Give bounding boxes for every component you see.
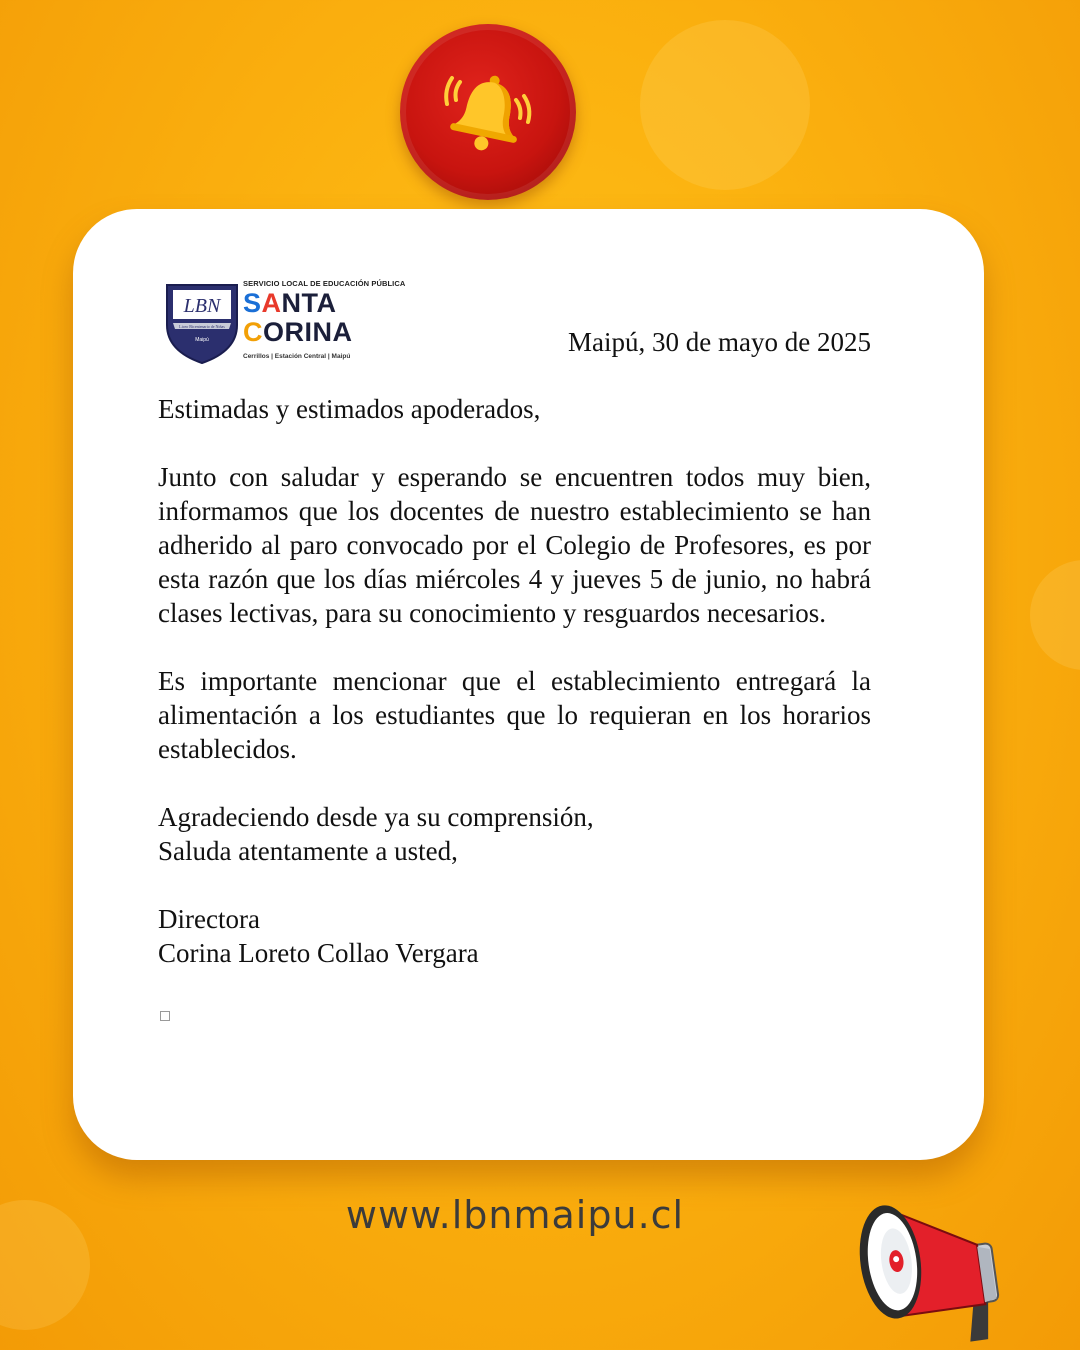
svg-text:Maipú: Maipú bbox=[195, 337, 209, 343]
placeholder-box bbox=[160, 1011, 170, 1021]
logo-subtitle: Cerrillos | Estación Central | Maipú bbox=[243, 353, 351, 360]
signer-name: Corina Loreto Collao Vergara bbox=[158, 938, 479, 968]
letter-date: Maipú, 30 de mayo de 2025 bbox=[568, 327, 871, 357]
logo-line-1: SANTA bbox=[243, 288, 337, 318]
svg-text:Liceo Bicentenario de Niñas: Liceo Bicentenario de Niñas bbox=[179, 324, 225, 329]
letter-closing-1: Agradeciendo desde ya su comprensión, bbox=[158, 802, 594, 832]
svg-text:LBN: LBN bbox=[183, 295, 221, 317]
website-url[interactable]: www.lbnmaipu.cl bbox=[345, 1193, 685, 1237]
letter-paragraph-2: Es importante mencionar que el establecimiento entregará la alimentación a los estudiantes que lo requieran en los horarios establecidos. bbox=[158, 666, 871, 764]
logo-line-2: CORINA bbox=[243, 317, 353, 347]
letter-greeting: Estimadas y estimados apoderados, bbox=[158, 394, 541, 424]
bokeh-light bbox=[1030, 560, 1080, 670]
letter-closing-2: Saluda atentamente a usted, bbox=[158, 836, 458, 866]
megaphone-icon bbox=[850, 1160, 1025, 1350]
logo-supertitle: SERVICIO LOCAL DE EDUCACIÓN PÚBLICA bbox=[243, 279, 406, 288]
letter-body bbox=[158, 392, 871, 970]
notification-badge bbox=[400, 24, 576, 200]
letter-paragraph-1: Junto con saludar y esperando se encuentren todos muy bien, informamos que los docentes de nuestro establecimiento se han adherido al paro convocado por el Colegio de Profesores, es por esta razón que los días miércoles 4 y jueves 5 de junio, no habrá clases lectivas, para su conocimiento y resguardos necesarios. bbox=[158, 462, 871, 628]
school-shield-icon bbox=[163, 279, 241, 365]
bokeh-light bbox=[640, 20, 810, 190]
letter-card bbox=[73, 209, 984, 1160]
bell-icon bbox=[436, 60, 540, 164]
signer-title: Directora bbox=[158, 904, 260, 934]
school-logo bbox=[163, 279, 406, 369]
